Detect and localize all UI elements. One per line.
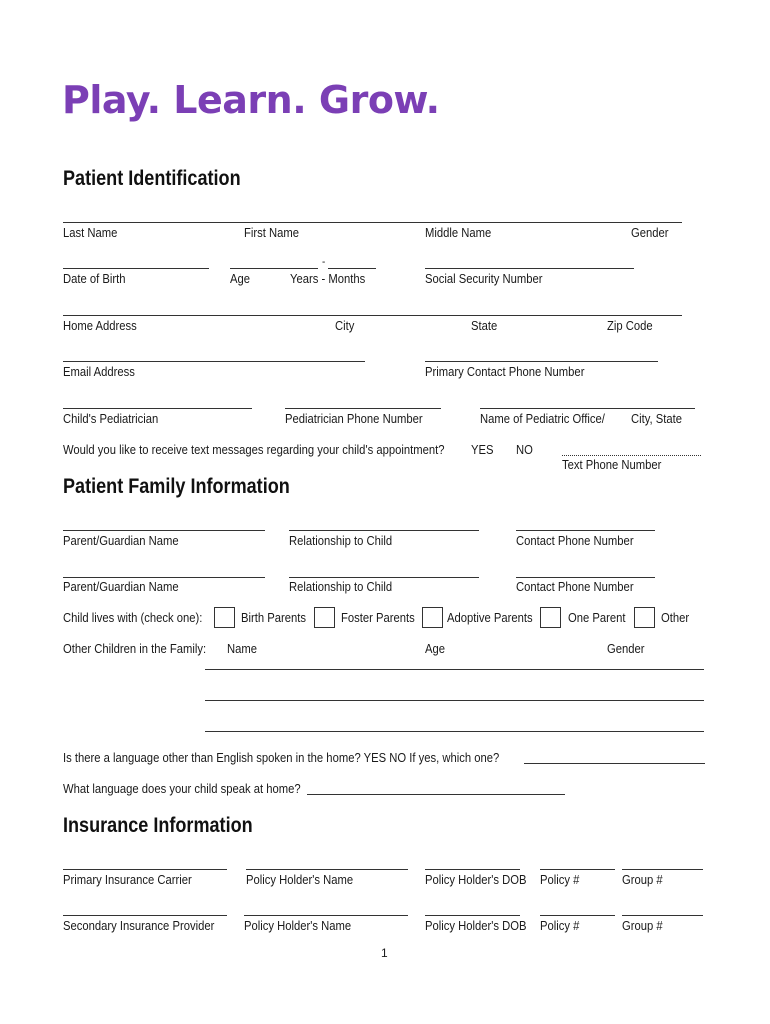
one-parent-checkbox[interactable] — [540, 607, 561, 628]
address-row-line[interactable] — [63, 315, 682, 316]
group-2-field-line[interactable] — [622, 915, 703, 916]
secondary-provider-field-line[interactable] — [63, 915, 227, 916]
policy-2-field-line[interactable] — [540, 915, 615, 916]
holder-name-2-label: Policy Holder's Name — [244, 919, 352, 933]
adoptive-parents-checkbox[interactable] — [422, 607, 443, 628]
gender-label: Gender — [631, 226, 669, 240]
birth-parents-label: Birth Parents — [241, 611, 307, 625]
age-label: Age — [230, 272, 251, 286]
policy-1-label: Policy # — [540, 873, 580, 887]
dob-label: Date of Birth — [63, 272, 126, 286]
other-children-label: Other Children in the Family: — [63, 642, 207, 656]
pediatrician-label: Child's Pediatrician — [63, 412, 159, 426]
last-name-label: Last Name — [63, 226, 118, 240]
holder-dob-1-field-line[interactable] — [425, 869, 520, 870]
text-message-question: Would you like to receive text messages regarding your child's appointment? — [63, 443, 445, 457]
foster-parents-label: Foster Parents — [341, 611, 415, 625]
brand-logo-text: Play. Learn. Grow. — [62, 78, 440, 122]
other-child-line-3[interactable] — [205, 731, 704, 732]
guardian-name-1-label: Parent/Guardian Name — [63, 534, 179, 548]
holder-dob-2-label: Policy Holder's DOB — [425, 919, 527, 933]
holder-dob-2-field-line[interactable] — [425, 915, 520, 916]
city-label: City — [335, 319, 355, 333]
guardian-name-2-field-line[interactable] — [63, 577, 265, 578]
section-heading-family: Patient Family Information — [63, 475, 290, 498]
guardian-name-1-field-line[interactable] — [63, 530, 265, 531]
email-field-line[interactable] — [63, 361, 365, 362]
holder-name-1-label: Policy Holder's Name — [246, 873, 354, 887]
age-dash: - — [322, 256, 326, 268]
name-row-line[interactable] — [63, 222, 682, 223]
primary-phone-label: Primary Contact Phone Number — [425, 365, 585, 379]
policy-1-field-line[interactable] — [540, 869, 615, 870]
language-question: Is there a language other than English spoken in the home? YES NO If yes, which one? — [63, 751, 500, 765]
adoptive-parents-label: Adoptive Parents — [447, 611, 533, 625]
birth-parents-checkbox[interactable] — [214, 607, 235, 628]
pediatrician-phone-label: Pediatrician Phone Number — [285, 412, 423, 426]
state-label: State — [471, 319, 498, 333]
other-label: Other — [661, 611, 690, 625]
text-phone-field-line[interactable] — [562, 455, 701, 456]
contact-phone-2-label: Contact Phone Number — [516, 580, 634, 594]
child-name-column-label: Name — [227, 642, 258, 656]
foster-parents-checkbox[interactable] — [314, 607, 335, 628]
relationship-2-field-line[interactable] — [289, 577, 479, 578]
first-name-label: First Name — [244, 226, 300, 240]
holder-dob-1-label: Policy Holder's DOB — [425, 873, 527, 887]
child-age-column-label: Age — [425, 642, 446, 656]
group-1-label: Group # — [622, 873, 663, 887]
holder-name-2-field-line[interactable] — [244, 915, 408, 916]
city-state-label: City, State — [631, 412, 683, 426]
age-years-field-line[interactable] — [230, 268, 318, 269]
text-phone-label: Text Phone Number — [562, 458, 662, 472]
text-yes-option[interactable]: YES — [471, 443, 494, 457]
contact-phone-2-field-line[interactable] — [516, 577, 655, 578]
relationship-2-label: Relationship to Child — [289, 580, 393, 594]
one-parent-label: One Parent — [568, 611, 626, 625]
other-child-line-1[interactable] — [205, 669, 704, 670]
relationship-1-field-line[interactable] — [289, 530, 479, 531]
home-address-label: Home Address — [63, 319, 137, 333]
zip-label: Zip Code — [607, 319, 653, 333]
contact-phone-1-label: Contact Phone Number — [516, 534, 634, 548]
pediatrician-phone-field-line[interactable] — [285, 408, 441, 409]
guardian-name-2-label: Parent/Guardian Name — [63, 580, 179, 594]
text-no-option[interactable]: NO — [516, 443, 533, 457]
email-label: Email Address — [63, 365, 135, 379]
years-months-label: Years - Months — [290, 272, 366, 286]
primary-phone-field-line[interactable] — [425, 361, 658, 362]
age-months-field-line[interactable] — [328, 268, 376, 269]
holder-name-1-field-line[interactable] — [246, 869, 408, 870]
group-2-label: Group # — [622, 919, 663, 933]
home-language-label: What language does your child speak at home? — [63, 782, 301, 796]
pediatric-office-label: Name of Pediatric Office/ — [480, 412, 605, 426]
ssn-field-line[interactable] — [425, 268, 634, 269]
home-language-field-line[interactable] — [307, 794, 565, 795]
primary-carrier-label: Primary Insurance Carrier — [63, 873, 192, 887]
which-language-field-line[interactable] — [524, 763, 705, 764]
other-checkbox[interactable] — [634, 607, 655, 628]
section-heading-patient-identification: Patient Identification — [63, 167, 241, 190]
ssn-label: Social Security Number — [425, 272, 543, 286]
section-heading-insurance: Insurance Information — [63, 814, 253, 837]
pediatric-office-field-line[interactable] — [480, 408, 695, 409]
dob-field-line[interactable] — [63, 268, 209, 269]
middle-name-label: Middle Name — [425, 226, 492, 240]
primary-carrier-field-line[interactable] — [63, 869, 227, 870]
relationship-1-label: Relationship to Child — [289, 534, 393, 548]
lives-with-label: Child lives with (check one): — [63, 611, 203, 625]
policy-2-label: Policy # — [540, 919, 580, 933]
other-child-line-2[interactable] — [205, 700, 704, 701]
secondary-provider-label: Secondary Insurance Provider — [63, 919, 215, 933]
pediatrician-field-line[interactable] — [63, 408, 252, 409]
page-number: 1 — [381, 946, 388, 960]
group-1-field-line[interactable] — [622, 869, 703, 870]
child-gender-column-label: Gender — [607, 642, 645, 656]
contact-phone-1-field-line[interactable] — [516, 530, 655, 531]
